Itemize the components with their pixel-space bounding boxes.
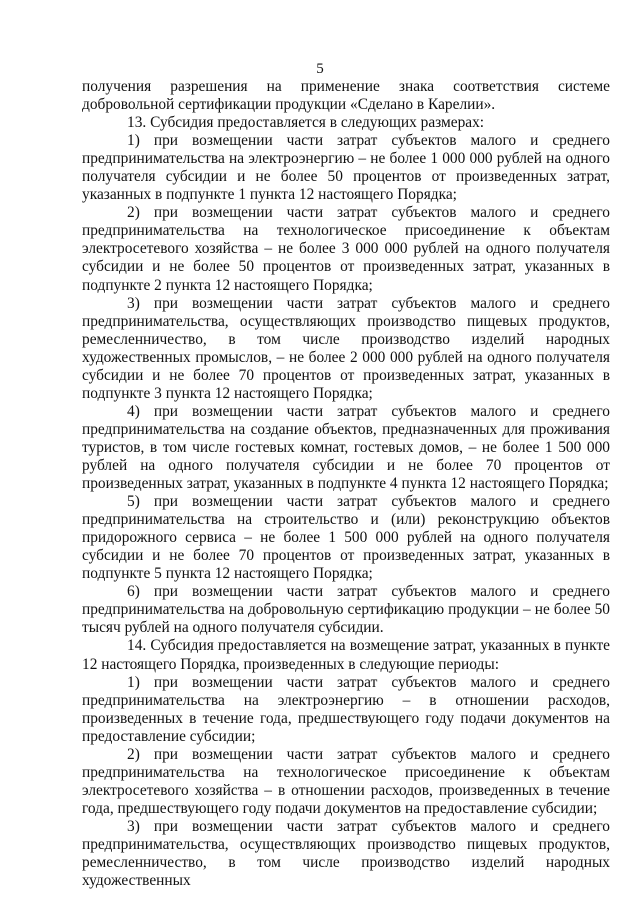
paragraph-13-subitem-1: 1) при возмещении части затрат субъектов малого и среднего предпринимательства на электроэнергию – не более 1 000 000 рублей на одного получателя субсидии и не более 50 процентов от произведенных затрат, указанных в подпункте 1 пункта 12 настоящего Порядка; xyxy=(82,132,610,204)
paragraph-13-subitem-2: 2) при возмещении части затрат субъектов малого и среднего предпринимательства на технологическое присоединение к объектам электросетевого хозяйства – не более 3 000 000 рублей на одного получателя субсидии и не более 50 процентов от произведенных затрат, указанных в подпункте 2 пункта 12 настоящего Порядка; xyxy=(82,204,610,294)
page-number: 5 xyxy=(316,61,324,77)
paragraph-13-subitem-5: 5) при возмещении части затрат субъектов малого и среднего предпринимательства на строительство и (или) реконструкцию объектов придорожного сервиса – не более 1 500 000 рублей на одного получателя субсидии и не более 70 процентов от произведенных затрат, указанных в подпункте 5 пункта 12 настоящего Порядка; xyxy=(82,493,610,583)
paragraph-continuation: получения разрешения на применение знака соответствия системе добровольной сертификации продукции «Сделано в Карелии». xyxy=(82,78,610,114)
paragraph-13-subitem-6: 6) при возмещении части затрат субъектов малого и среднего предпринимательства на добровольную сертификацию продукции – не более 50 тысяч рублей на одного получателя субсидии. xyxy=(82,583,610,637)
paragraph-14-subitem-1: 1) при возмещении части затрат субъектов малого и среднего предпринимательства на электроэнергию – в отношении расходов, произведенных в течение года, предшествующего году подачи документов на предоставление субсидии; xyxy=(82,673,610,745)
document-body xyxy=(82,78,610,890)
paragraph-14-subitem-2: 2) при возмещении части затрат субъектов малого и среднего предпринимательства на технологическое присоединение к объектам электросетевого хозяйства – в отношении расходов, произведенных в течение года, предшествующего году подачи документов на предоставление субсидии; xyxy=(82,745,610,817)
paragraph-14-subitem-3: 3) при возмещении части затрат субъектов малого и среднего предпринимательства, осуществляющих производство пищевых продуктов, ремесленничество, в том числе производство изделий народных художественных xyxy=(82,817,610,890)
paragraph-item-13: 13. Субсидия предоставляется в следующих размерах: xyxy=(127,114,485,132)
paragraph-item-14: 14. Субсидия предоставляется на возмещение затрат, указанных в пункте 12 настоящего Порядка, произведенных в следующие периоды: xyxy=(82,637,610,673)
paragraph-13-subitem-4: 4) при возмещении части затрат субъектов малого и среднего предпринимательства на создание объектов, предназначенных для проживания туристов, в том числе гостевых комнат, гостевых домов, – не более 1 500 000 рублей на одного получателя субсидии и не более 70 процентов от произведенных затрат, указанных в подпункте 4 пункта 12 настоящего Порядка; xyxy=(82,402,610,493)
paragraph-13-subitem-3: 3) при возмещении части затрат субъектов малого и среднего предпринимательства, осуществляющих производство пищевых продуктов, ремесленничество, в том числе производство изделий народных художественных промыслов, – не более 2 000 000 рублей на одного получателя субсидии и не более 70 процентов от произведенных затрат, указанных в подпункте 3 пункта 12 настоящего Порядка; xyxy=(82,294,610,402)
